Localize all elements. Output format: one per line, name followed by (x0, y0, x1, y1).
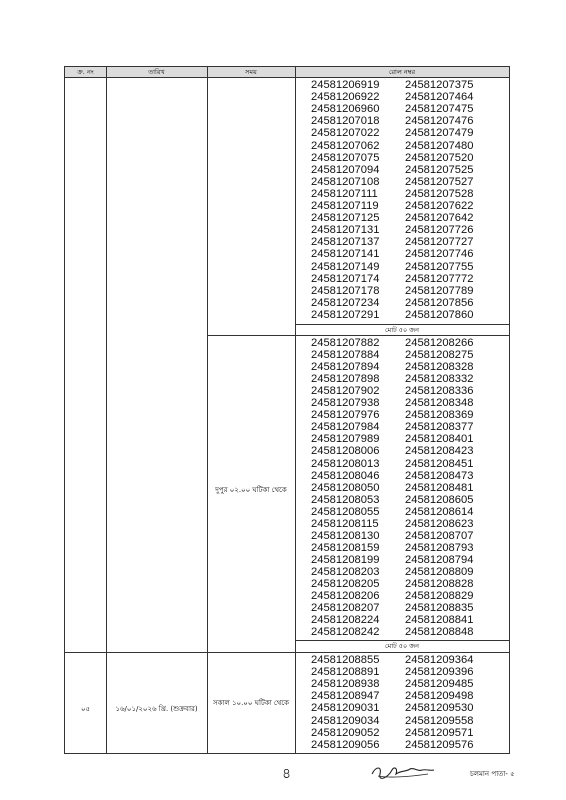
roll-number-right: 24581208828 (405, 578, 474, 590)
roll-number-left: 24581207108 (311, 175, 380, 188)
roll-number-right: 24581207527 (405, 175, 474, 188)
roll-number-right: 24581207520 (405, 151, 474, 164)
roll-number-left: 24581207234 (311, 296, 380, 309)
roll-number-right: 24581208369 (405, 409, 474, 422)
roll-number-right: 24581209558 (405, 714, 474, 727)
roll-number-left: 24581208013 (311, 457, 380, 470)
roll-number-right: 24581208328 (405, 361, 474, 374)
roll-number-left: 24581207884 (311, 349, 380, 362)
roll-number-right: 24581208348 (405, 397, 474, 410)
roll-number-left: 24581207976 (311, 409, 380, 422)
roll-number-left: 24581207984 (311, 421, 380, 434)
row-divider (207, 335, 509, 336)
roll-number-right: 24581207528 (405, 187, 474, 200)
roll-list-group-3 (295, 654, 509, 754)
roll-number-left: 24581208938 (311, 678, 380, 691)
roll-number-right: 24581208614 (405, 505, 474, 518)
total-count-group-1: মোট ৫০ জন (385, 326, 419, 334)
time-cell-group-3: সকাল ১০.০০ ঘটিকা থেকে (212, 699, 289, 707)
roll-number-right: 24581207726 (405, 224, 474, 237)
roll-number-right: 24581208266 (405, 337, 474, 349)
roll-number-right: 24581207525 (405, 163, 474, 176)
roll-number-right: 24581207642 (405, 212, 474, 225)
roll-number-left: 24581208006 (311, 445, 380, 458)
roll-number-right: 24581207789 (405, 284, 474, 297)
roll-number-right: 24581208835 (405, 602, 474, 615)
roll-number-left: 24581207111 (311, 187, 378, 200)
roll-number-left: 24581208199 (311, 553, 380, 566)
exam-schedule-table (64, 66, 510, 754)
roll-number-right: 24581208275 (405, 349, 474, 362)
roll-number-right: 24581207746 (405, 248, 474, 261)
header-date: তারিখ (106, 67, 207, 78)
roll-number-left: 24581207174 (311, 272, 380, 285)
row-divider (65, 652, 509, 653)
time-cell-group-2: দুপুর ০২.০০ ঘটিকা থেকে (215, 486, 287, 494)
roll-number-left: 24581207178 (311, 284, 380, 297)
roll-number-right: 24581208707 (405, 529, 474, 542)
roll-number-left: 24581208115 (311, 517, 379, 530)
roll-number-right: 24581207480 (405, 139, 474, 152)
roll-number-right: 24581207622 (405, 200, 474, 212)
roll-number-left: 24581208205 (311, 578, 380, 590)
roll-number-right: 24581207772 (405, 272, 474, 285)
roll-number-left: 24581209034 (311, 714, 380, 727)
roll-number-left: 24581207131 (311, 224, 380, 237)
roll-number-right: 24581208623 (405, 517, 474, 530)
roll-number-left: 24581207902 (311, 385, 380, 398)
roll-number-right: 24581207755 (405, 260, 474, 273)
total-count-group-2: মোট ৫০ জন (385, 642, 419, 650)
roll-number-left: 24581207125 (311, 212, 380, 225)
roll-number-left: 24581207022 (311, 127, 380, 140)
roll-number-right: 24581208841 (405, 614, 474, 627)
roll-number-right: 24581208848 (405, 626, 474, 639)
roll-number-left: 24581207062 (311, 139, 380, 152)
roll-number-right: 24581209498 (405, 690, 474, 703)
roll-number-right: 24581208336 (405, 385, 474, 398)
roll-number-left: 24581208206 (311, 590, 380, 603)
roll-number-left: 24581207094 (311, 163, 380, 176)
roll-number-left: 24581208055 (311, 505, 380, 518)
serial-cell-group-3: ০৫ (80, 705, 91, 713)
roll-number-left: 24581208947 (311, 690, 380, 703)
roll-number-right: 24581209364 (405, 654, 474, 666)
roll-number-left: 24581207894 (311, 361, 380, 374)
roll-number-right: 24581209571 (405, 726, 474, 739)
roll-number-left: 24581206919 (311, 79, 380, 91)
roll-number-right: 24581207860 (405, 308, 474, 321)
page-number: ৪ (282, 766, 292, 782)
roll-number-left: 24581208207 (311, 602, 380, 615)
roll-number-left: 24581208053 (311, 493, 380, 506)
header-serial: ক্র. নং (65, 67, 106, 78)
roll-number-left: 24581208203 (311, 565, 380, 578)
roll-number-left: 24581207882 (311, 337, 380, 349)
roll-number-right: 24581208332 (405, 373, 474, 386)
roll-number-left: 24581207075 (311, 151, 380, 164)
roll-number-left: 24581207989 (311, 433, 380, 446)
roll-number-right: 24581208377 (405, 421, 474, 434)
roll-number-left: 24581207141 (311, 248, 380, 261)
roll-number-left: 24581207119 (311, 200, 379, 212)
roll-number-right: 24581209485 (405, 678, 474, 691)
roll-number-left: 24581206960 (311, 103, 380, 116)
header-time: সময় (207, 67, 295, 78)
roll-number-left: 24581208046 (311, 469, 380, 482)
roll-number-left: 24581207149 (311, 260, 380, 273)
roll-number-left: 24581208050 (311, 481, 380, 494)
roll-number-right: 24581207475 (405, 103, 474, 116)
roll-number-left: 24581209031 (311, 702, 380, 715)
date-cell-group-3: ১৬/০১/২০২৬ খ্রি. (শুক্রবার) (115, 705, 198, 713)
roll-number-left: 24581207018 (311, 115, 380, 128)
roll-number-right: 24581209396 (405, 666, 474, 679)
roll-number-right: 24581207856 (405, 296, 474, 309)
roll-number-left: 24581208159 (311, 541, 380, 554)
header-roll: রোল নম্বর (295, 67, 509, 78)
roll-number-right: 24581207476 (405, 115, 474, 128)
roll-number-right: 24581209576 (405, 738, 474, 751)
roll-number-right: 24581209530 (405, 702, 474, 715)
roll-number-left: 24581206922 (311, 91, 380, 104)
roll-number-right: 24581207479 (405, 127, 474, 140)
continued-page-note: চলমান পাতা- ৫ (470, 770, 515, 778)
column-divider (207, 67, 208, 753)
roll-number-right: 24581208794 (405, 553, 474, 566)
roll-number-left: 24581209052 (311, 726, 380, 739)
roll-number-right: 24581207375 (405, 79, 474, 91)
roll-number-left: 24581207938 (311, 397, 380, 410)
roll-number-left: 24581207898 (311, 373, 380, 386)
roll-number-right: 24581208481 (405, 481, 474, 494)
roll-number-right: 24581208473 (405, 469, 474, 482)
roll-number-left: 24581208242 (311, 626, 380, 639)
roll-number-right: 24581208809 (405, 565, 474, 578)
roll-number-right: 24581207464 (405, 91, 474, 104)
roll-number-left: 24581208891 (311, 666, 380, 679)
roll-number-right: 24581208605 (405, 493, 474, 506)
roll-number-right: 24581208793 (405, 541, 474, 554)
roll-number-left: 24581208224 (311, 614, 380, 627)
roll-number-right: 24581207727 (405, 236, 474, 249)
roll-number-left: 24581208855 (311, 654, 380, 666)
roll-list-group-1 (295, 79, 509, 322)
roll-number-right: 24581208451 (405, 457, 474, 470)
roll-number-left: 24581208130 (311, 529, 380, 542)
roll-number-left: 24581207291 (311, 308, 380, 321)
signature-image (368, 760, 438, 782)
roll-number-right: 24581208423 (405, 445, 474, 458)
roll-number-left: 24581207137 (311, 236, 380, 249)
roll-list-group-2 (295, 337, 509, 639)
roll-number-right: 24581208829 (405, 590, 474, 603)
column-divider (106, 67, 107, 753)
roll-number-left: 24581209056 (311, 738, 380, 751)
roll-number-right: 24581208401 (405, 433, 474, 446)
